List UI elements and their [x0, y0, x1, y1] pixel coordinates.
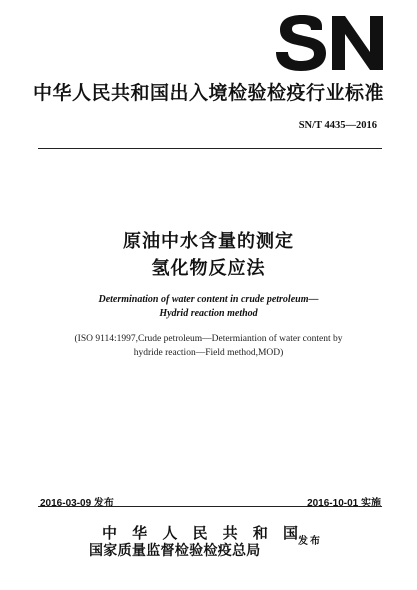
sn-logo	[270, 12, 390, 74]
issue-label: 发布	[298, 536, 322, 547]
top-divider	[38, 148, 382, 149]
bottom-divider	[38, 506, 382, 507]
sn-logo-graphic	[270, 12, 390, 74]
issuer-agency: 国家质量监督检验检疫总局	[89, 543, 261, 559]
standard-number: SN/T 4435—2016	[298, 120, 377, 131]
issuer-country: 中华人民共和国	[102, 524, 298, 542]
english-title-line-1: Determination of water content in crude petroleum—	[98, 294, 319, 305]
english-title-line-2: Hydrid reaction method	[159, 308, 258, 319]
issue-date: 2016-03-09 发布	[40, 498, 114, 509]
iso-reference-line-2: hydride reaction—Field method,MOD)	[133, 348, 284, 358]
chinese-title-line-1: 原油中水含量的测定	[123, 231, 294, 252]
iso-reference-line-1: (ISO 9114:1997,Crude petroleum—Determiantion of water content by	[74, 334, 343, 344]
chinese-title-line-2: 氢化物反应法	[151, 258, 266, 279]
implementation-date: 2016-10-01 实施	[307, 498, 381, 509]
standard-category-title: 中华人民共和国出入境检验检疫行业标准	[32, 82, 384, 104]
